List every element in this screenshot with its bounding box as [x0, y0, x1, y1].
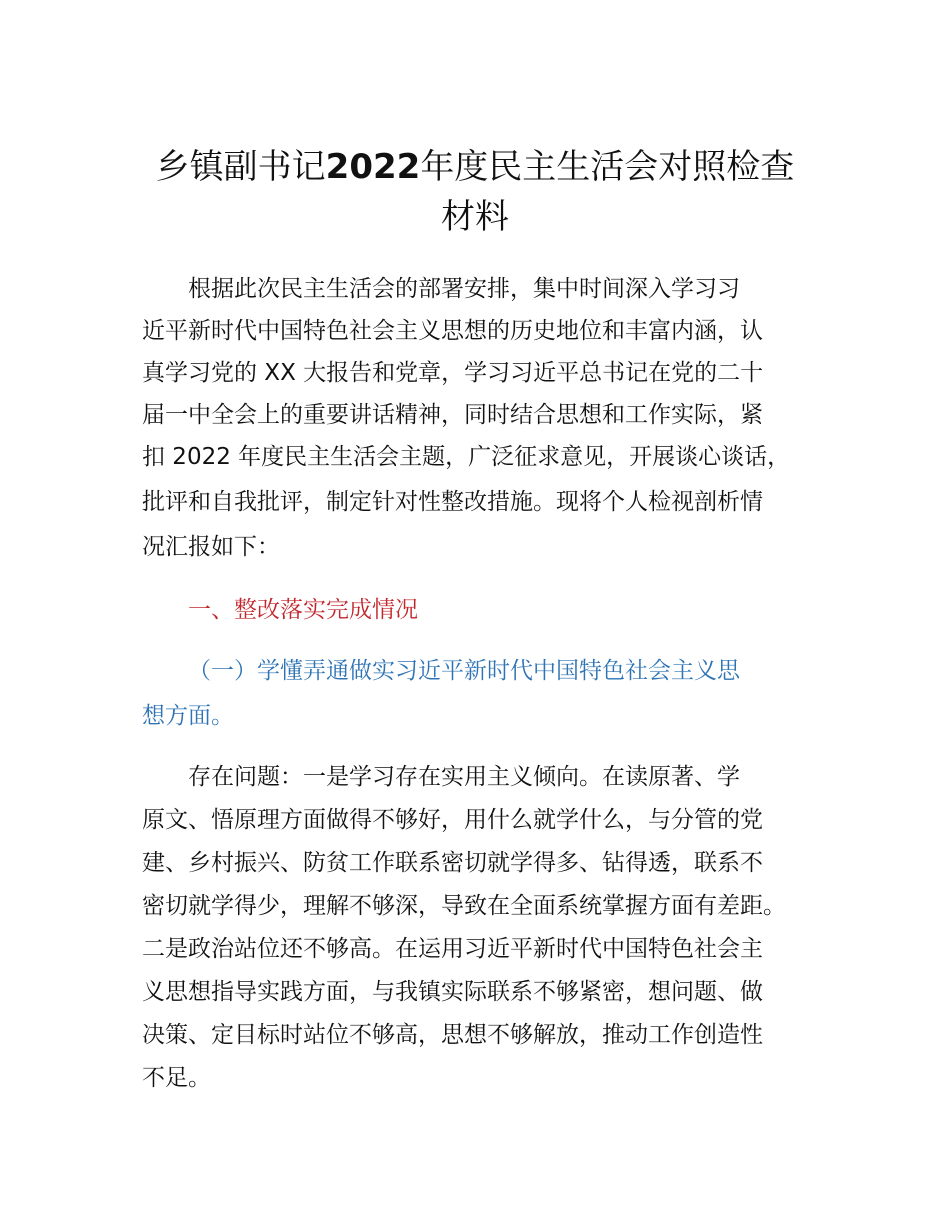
problem-paragraph-line: 存在问题：一是学习存在实用主义倾向。在读原著、学 — [188, 764, 740, 790]
problem-paragraph-line: 原文、悟原理方面做得不够好，用什么就学什么，与分管的党 — [142, 807, 763, 833]
intro-paragraph-line: 批评和自我批评，制定针对性整改措施。现将个人检视剖析情 — [142, 489, 763, 515]
intro-paragraph-line: 扣 2022 年度民主生活会主题，广泛征求意见，开展谈心谈话， — [142, 444, 791, 470]
title-text-prefix: 乡镇副书记 — [155, 147, 326, 187]
problem-paragraph-line: 二是政治站位还不够高。在运用习近平新时代中国特色社会主 — [142, 936, 763, 962]
problem-paragraph-line: 建、乡村振兴、防贫工作联系密切就学得多、钻得透，联系不 — [142, 850, 763, 876]
document-title-line-2: 材料 — [441, 197, 509, 237]
title-year: 2022 — [325, 147, 421, 187]
intro-paragraph-line: 根据此次民主生活会的部署安排，集中时间深入学习习 — [188, 276, 740, 302]
subsection-heading-line: （一）学懂弄通做实习近平新时代中国特色社会主义思 — [188, 658, 740, 684]
section-heading: 一、整改落实完成情况 — [188, 597, 418, 623]
problem-paragraph-line: 决策、定目标时站位不够高，思想不够解放，推动工作创造性 — [142, 1022, 763, 1048]
title-text-suffix: 年度民主生活会对照检查 — [420, 147, 795, 187]
problem-paragraph-line: 不足。 — [142, 1065, 211, 1091]
intro-paragraph-line: 况汇报如下： — [142, 534, 280, 560]
problem-paragraph-line: 密切就学得少，理解不够深，导致在全面系统掌握方面有差距。 — [142, 893, 786, 919]
intro-paragraph-line: 真学习党的 XX 大报告和党章，学习习近平总书记在党的二十 — [142, 360, 764, 386]
intro-paragraph-line: 届一中全会上的重要讲话精神，同时结合思想和工作实际，紧 — [142, 402, 763, 428]
subsection-heading-line: 想方面。 — [142, 703, 234, 729]
document-title-line-1 — [120, 142, 830, 192]
problem-paragraph-line: 义思想指导实践方面，与我镇实际联系不够紧密，想问题、做 — [142, 979, 763, 1005]
intro-paragraph-line: 近平新时代中国特色社会主义思想的历史地位和丰富内涵，认 — [142, 318, 763, 344]
